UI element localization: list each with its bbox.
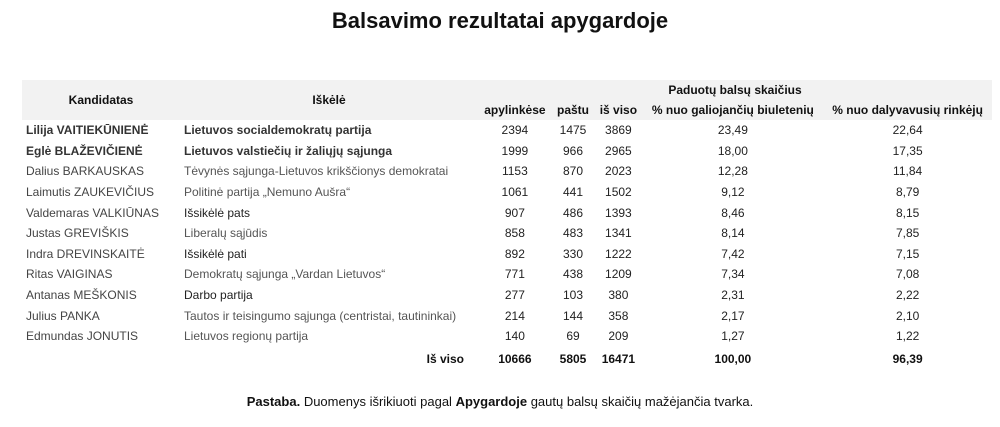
candidate-name: Laimutis ZAUKEVIČIUS	[26, 185, 155, 200]
pct-valid: 8,14	[721, 226, 745, 241]
candidate-name: Justas GREVIŠKIS	[26, 226, 129, 241]
candidate-name: Eglė BLAŽEVIČIENĖ	[26, 143, 143, 158]
pct-turnout: 7,15	[895, 246, 920, 261]
votes-precincts: 907	[504, 205, 525, 220]
votes-post: 144	[563, 308, 584, 323]
pct-valid: 7,42	[721, 246, 745, 261]
note-text-1: Duomenys išrikiuoti pagal	[300, 394, 456, 409]
table-row	[22, 120, 992, 141]
party-name: Politinė partija „Nemuno Aušra“	[184, 185, 351, 200]
party-name: Lietuvos valstiečių ir žaliųjų sąjunga	[184, 143, 393, 158]
page-title: Balsavimo rezultatai apygardoje	[331, 8, 669, 33]
votes-post: 69	[566, 329, 580, 344]
pct-valid: 7,34	[721, 267, 745, 282]
votes-total: 2965	[605, 143, 632, 158]
votes-precincts: 277	[504, 288, 525, 303]
totals-pct-valid: 100,00	[714, 351, 752, 366]
pct-turnout: 2,10	[895, 308, 920, 323]
pct-valid: 12,28	[717, 164, 748, 179]
totals-total: 16471	[601, 351, 636, 366]
table-row	[22, 244, 992, 265]
party-name: Darbo partija	[184, 288, 253, 303]
pct-turnout: 2,22	[895, 288, 920, 303]
votes-post: 438	[563, 267, 584, 282]
pct-turnout: 17,35	[892, 143, 923, 158]
table-row	[22, 202, 992, 223]
votes-post: 441	[563, 185, 584, 200]
note-text-2: gautų balsų skaičių mažėjančia tvarka.	[527, 394, 754, 409]
table-row	[22, 264, 992, 285]
votes-post: 483	[563, 226, 584, 241]
votes-total: 1393	[605, 205, 632, 220]
table-row	[22, 161, 992, 182]
votes-precincts: 892	[504, 246, 525, 261]
table-row	[22, 223, 992, 244]
votes-total: 380	[608, 288, 629, 303]
party-name: Lietuvos socialdemokratų partija	[184, 123, 372, 138]
pct-valid: 8,46	[721, 205, 745, 220]
votes-total: 1222	[605, 246, 632, 261]
votes-precincts: 2394	[501, 123, 529, 138]
votes-precincts: 858	[504, 226, 525, 241]
votes-total: 1209	[605, 267, 632, 282]
pct-turnout: 7,08	[895, 267, 920, 282]
votes-precincts: 771	[504, 267, 525, 282]
votes-total: 1341	[605, 226, 632, 241]
totals-precincts: 10666	[498, 351, 532, 366]
note-label: Pastaba.	[246, 394, 301, 409]
party-name: Liberalų sąjūdis	[184, 226, 268, 241]
header-in-precincts: apylinkėse	[478, 99, 552, 120]
pct-valid: 9,12	[721, 185, 745, 200]
party-name: Išsikėlė pats	[184, 205, 251, 220]
pct-turnout: 11,84	[893, 164, 923, 179]
pct-turnout: 1,22	[895, 329, 920, 344]
votes-post: 330	[563, 246, 584, 261]
party-name: Išsikėlė pati	[184, 246, 247, 261]
party-name: Tautos ir teisingumo sąjunga (centristai, tautininkai)	[184, 308, 457, 323]
sorting-note	[0, 394, 1000, 409]
table-row	[22, 182, 992, 203]
pct-valid: 18,00	[717, 143, 748, 158]
pct-valid: 23,49	[717, 123, 748, 138]
party-name: Lietuvos regionų partija	[184, 329, 309, 344]
totals-post: 5805	[559, 351, 587, 366]
votes-precincts: 1153	[501, 164, 528, 179]
header-total: iš viso	[594, 99, 642, 120]
results-table	[22, 80, 992, 371]
pct-turnout: 7,85	[895, 226, 920, 241]
note-emphasis: Apygardoje	[455, 394, 528, 409]
votes-post: 870	[563, 164, 584, 179]
table-row	[22, 305, 992, 326]
votes-total: 209	[608, 329, 629, 344]
candidate-name: Antanas MEŠKONIS	[26, 288, 137, 303]
table-row	[22, 285, 992, 306]
pct-valid: 2,31	[721, 288, 745, 303]
votes-total: 358	[608, 308, 629, 323]
party-name: Demokratų sąjunga „Vardan Lietuvos“	[184, 267, 386, 282]
candidate-name: Indra DREVINSKAITĖ	[26, 246, 145, 261]
header-candidate: Kandidatas	[22, 80, 180, 120]
candidate-name: Valdemaras VALKIŪNAS	[26, 205, 159, 220]
votes-post: 966	[563, 143, 584, 158]
votes-post: 103	[563, 288, 584, 303]
totals-pct-turnout: 96,39	[892, 351, 923, 366]
header-nominated-by: Iškėlė	[180, 80, 478, 120]
pct-valid: 2,17	[721, 308, 745, 323]
header-by-post: paštu	[552, 99, 595, 120]
votes-precincts: 214	[504, 308, 525, 323]
candidate-name: Lilija VAITIEKŪNIENĖ	[26, 123, 149, 138]
header-pct-valid: % nuo galiojančių biuletenių	[643, 99, 824, 120]
header-pct-turnout: % nuo dalyvavusių rinkėjų	[823, 99, 992, 120]
votes-total: 2023	[605, 164, 632, 179]
header-votes-group: Paduotų balsų skaičius	[478, 80, 992, 99]
table-row	[22, 326, 992, 347]
votes-precincts: 1999	[501, 143, 529, 158]
votes-post: 1475	[559, 123, 587, 138]
votes-precincts: 1061	[501, 185, 529, 200]
candidate-name: Dalius BARKAUSKAS	[26, 164, 145, 179]
pct-turnout: 8,15	[895, 205, 920, 220]
totals-row	[22, 347, 992, 371]
pct-valid: 1,27	[721, 329, 745, 344]
totals-label: Iš viso	[426, 351, 464, 366]
votes-post: 486	[563, 205, 584, 220]
votes-precincts: 140	[504, 329, 525, 344]
votes-total: 3869	[605, 123, 632, 138]
pct-turnout: 22,64	[892, 123, 923, 138]
pct-turnout: 8,79	[895, 185, 920, 200]
candidate-name: Julius PANKA	[26, 308, 100, 323]
table-row	[22, 141, 992, 162]
party-name: Tėvynės sąjunga-Lietuvos krikščionys demokratai	[184, 164, 449, 179]
candidate-name: Ritas VAIGINAS	[26, 267, 113, 282]
candidate-name: Edmundas JONUTIS	[26, 329, 139, 344]
votes-total: 1502	[605, 185, 632, 200]
